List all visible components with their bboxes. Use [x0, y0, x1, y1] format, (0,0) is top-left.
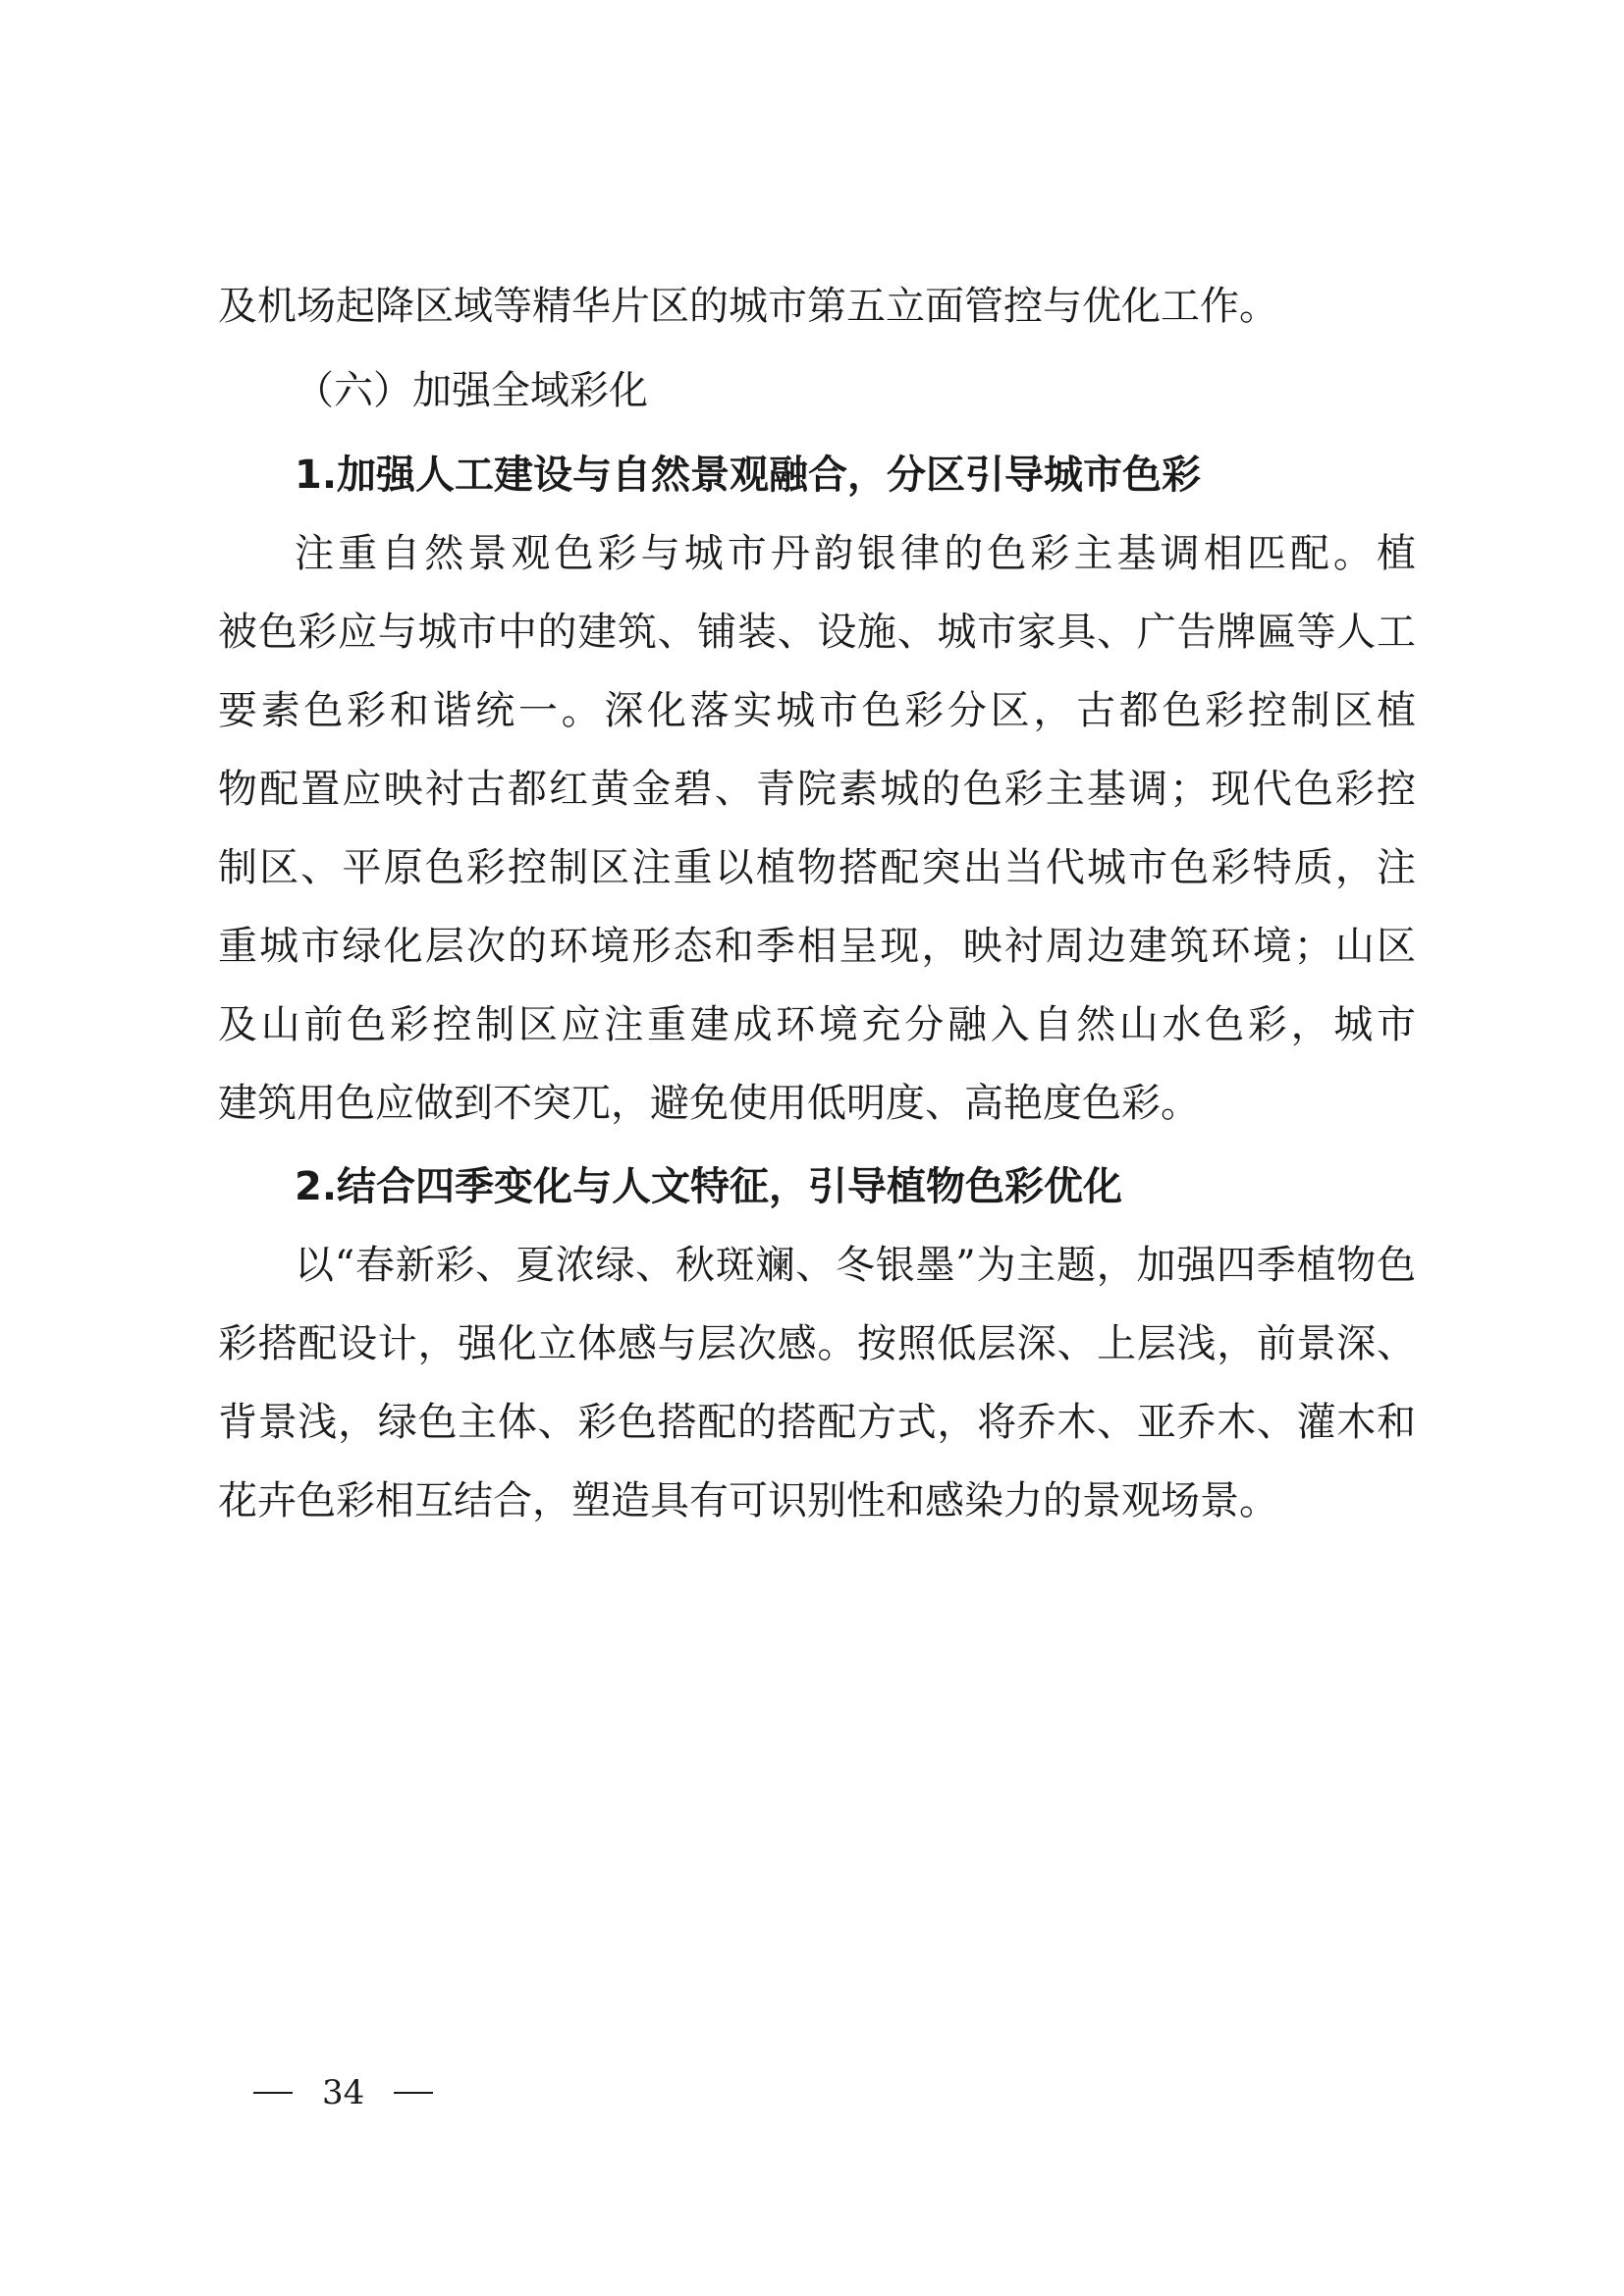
item2-paragraph-line: 以“春新彩、夏浓绿、秋斑斓、冬银墨”为主题，加强四季植物色	[295, 1243, 1416, 1288]
section-title: （六）加强全域彩化	[295, 368, 648, 413]
continuation-line: 及机场起降区域等精华片区的城市第五立面管控与优化工作。	[218, 284, 1278, 329]
item2-paragraph-line: 彩搭配设计，强化立体感与层次感。按照低层深、上层浅，前景深、	[218, 1321, 1416, 1366]
item1-paragraph-line: 制区、平原色彩控制区注重以植物搭配突出当代城市色彩特质，注	[218, 845, 1416, 890]
item1-paragraph-line: 及山前色彩控制区应注重建成环境充分融入自然山水色彩，城市	[218, 1002, 1416, 1047]
page-number: 34	[322, 2073, 365, 2112]
item1-heading: 1.加强人工建设与自然景观融合，分区引导城市色彩	[295, 453, 1202, 498]
item1-paragraph-line: 建筑用色应做到不突兀，避免使用低明度、高艳度色彩。	[218, 1081, 1200, 1126]
item1-paragraph-line: 物配置应映衬古都红黄金碧、青院素城的色彩主基调；现代色彩控	[218, 767, 1416, 812]
item2-paragraph-line: 背景浅，绿色主体、彩色搭配的搭配方式，将乔木、亚乔木、灌木和	[218, 1400, 1416, 1445]
item2-paragraph-line: 花卉色彩相互结合，塑造具有可识别性和感染力的景观场景。	[218, 1478, 1278, 1523]
item1-paragraph-line: 被色彩应与城市中的建筑、铺装、设施、城市家具、广告牌匾等人工	[218, 610, 1416, 655]
item2-heading: 2.结合四季变化与人文特征，引导植物色彩优化	[295, 1164, 1123, 1209]
footer-dash-right	[394, 2092, 433, 2094]
item1-paragraph-line: 重城市绿化层次的环境形态和季相呈现，映衬周边建筑环境；山区	[218, 924, 1416, 969]
item1-paragraph-line: 要素色彩和谐统一。深化落实城市色彩分区，古都色彩控制区植	[218, 688, 1416, 733]
item1-paragraph-line: 注重自然景观色彩与城市丹韵银律的色彩主基调相匹配。植	[295, 531, 1416, 576]
page-footer	[253, 2073, 433, 2112]
footer-dash-left	[253, 2092, 293, 2094]
